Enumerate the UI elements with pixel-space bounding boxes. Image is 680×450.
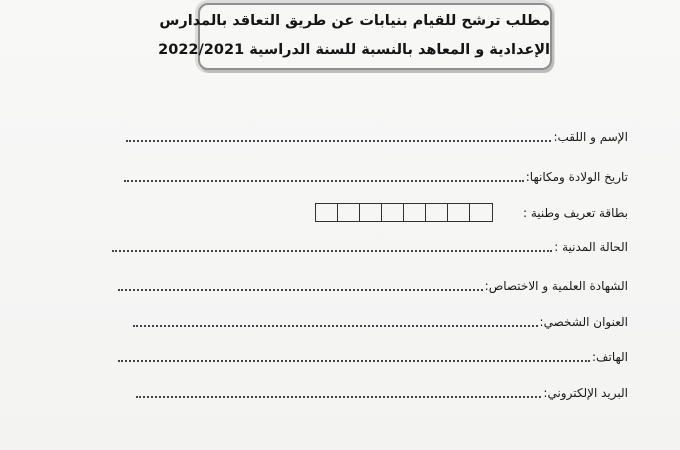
phone-field[interactable] — [118, 350, 628, 364]
title-line-1: مطلب ترشح للقيام بنيابات عن طريق التعاقد بالمدارس — [159, 13, 550, 29]
civil-status-label: الحالة المدنية : — [554, 240, 628, 254]
name-label: الإسم و اللقب: — [553, 130, 628, 144]
id-card-box[interactable] — [426, 204, 448, 221]
address-field[interactable] — [133, 315, 628, 329]
email-label: البريد الإلكتروني: — [543, 386, 628, 400]
email-field[interactable] — [136, 386, 628, 400]
name-field[interactable] — [126, 130, 628, 144]
address-dotted-line[interactable] — [133, 324, 538, 327]
id-card-box[interactable] — [404, 204, 426, 221]
degree-dotted-line[interactable] — [118, 288, 483, 291]
title-box — [158, 3, 552, 70]
birth-label: تاريخ الولادة ومكانها: — [525, 170, 628, 184]
id-card-box[interactable] — [470, 204, 492, 221]
id-card-box[interactable] — [360, 204, 382, 221]
id-card-box[interactable] — [448, 204, 470, 221]
id-card-box[interactable] — [316, 204, 338, 221]
address-label: العنوان الشخصي: — [539, 315, 628, 329]
phone-label: الهاتف: — [592, 350, 628, 364]
id-card-label: بطاقة تعريف وطنية : — [522, 205, 628, 220]
email-dotted-line[interactable] — [136, 395, 541, 398]
id-card-box[interactable] — [382, 204, 404, 221]
birth-field[interactable] — [124, 170, 628, 184]
id-card-field[interactable] — [315, 203, 628, 222]
civil-status-field[interactable] — [112, 240, 628, 254]
degree-label: الشهادة العلمية و الاختصاص: — [484, 279, 628, 293]
degree-field[interactable] — [118, 279, 628, 293]
phone-dotted-line[interactable] — [118, 359, 590, 362]
civil-status-dotted-line[interactable] — [112, 249, 552, 252]
title-line-2: الإعدادية و المعاهد بالنسبة للسنة الدراسية 2022/2021 — [158, 42, 550, 58]
birth-dotted-line[interactable] — [124, 179, 524, 182]
name-dotted-line[interactable] — [126, 139, 551, 142]
id-card-box[interactable] — [338, 204, 360, 221]
id-card-boxes[interactable] — [315, 203, 493, 222]
